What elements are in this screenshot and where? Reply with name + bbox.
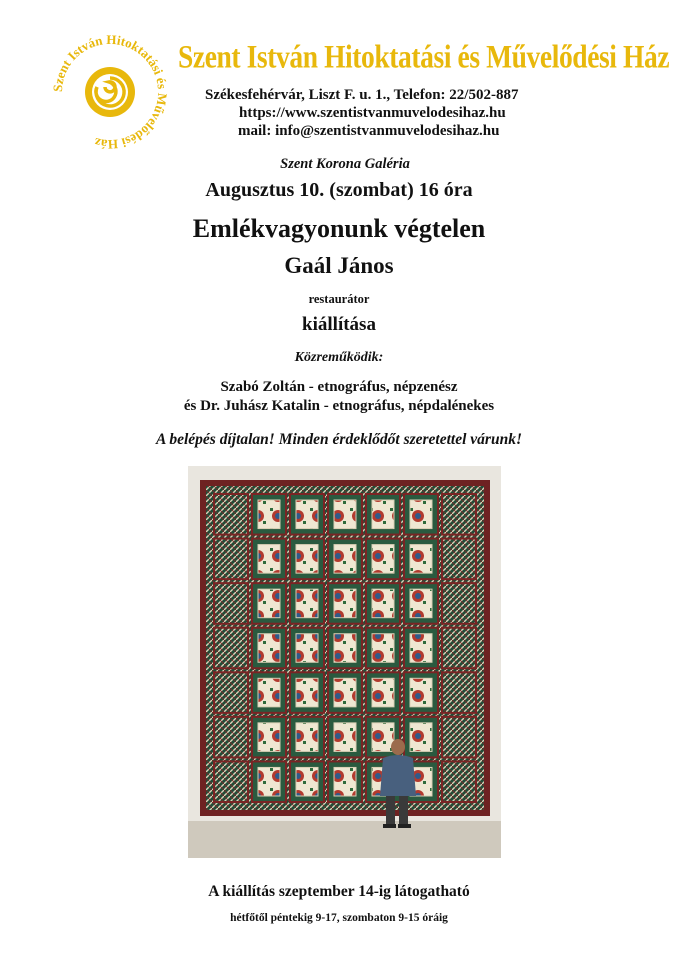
opening-hours: hétfőtől péntekig 9-17, szombaton 9-15 óráig bbox=[230, 912, 448, 924]
event-date: Augusztus 10. (szombat) 16 óra bbox=[205, 179, 473, 201]
contact-block bbox=[205, 86, 625, 140]
participants-label: Közreműködik: bbox=[294, 350, 384, 365]
exhibition-photo bbox=[188, 466, 501, 858]
event-title: Emlékvagyonunk végtelen bbox=[192, 214, 486, 243]
gallery-name: Szent Korona Galéria bbox=[280, 156, 410, 172]
exhibition-label: kiállítása bbox=[302, 314, 376, 335]
free-entry-note: A belépés díjtalan! Minden érdeklődőt szeretettel várunk! bbox=[156, 431, 522, 448]
participant-2: és Dr. Juhász Katalin - etnográfus, népdalénekes bbox=[183, 398, 495, 414]
participant-1: Szabó Zoltán - etnográfus, népzenész bbox=[220, 379, 458, 395]
artist-name: Gaál János bbox=[284, 253, 394, 278]
artist-role: restaurátor bbox=[308, 292, 370, 306]
org-name: Szent István Hitoktatási és Művelődési Ház bbox=[178, 38, 670, 75]
website-link[interactable]: https://www.szentistvanmuvelodesihaz.hu bbox=[239, 105, 506, 121]
logo-sun-icon bbox=[44, 26, 176, 158]
address-line: Székesfehérvár, Liszt F. u. 1., Telefon: 22/502-887 bbox=[205, 87, 519, 103]
logo-ring-text: Szent István Hitoktatási és Művelődési Ház bbox=[49, 31, 171, 153]
exhibition-until: A kiállítás szeptember 14-ig látogatható bbox=[208, 883, 470, 900]
participants-list bbox=[0, 378, 678, 416]
email-line[interactable]: mail: info@szentistvanmuvelodesihaz.hu bbox=[238, 123, 500, 139]
